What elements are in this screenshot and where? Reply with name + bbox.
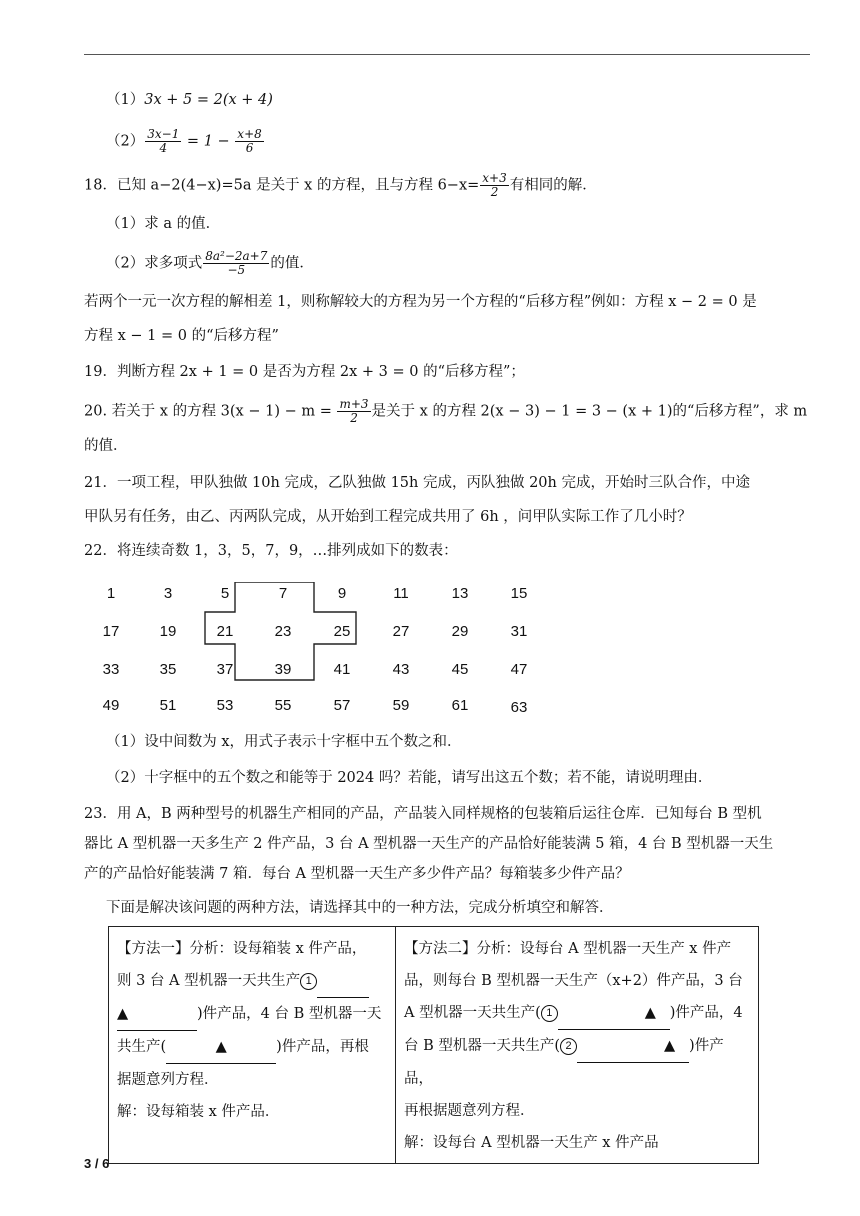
table-cell: 35: [159, 661, 177, 678]
q22-part1: （1）设中间数为 x，用式子表示十字框中五个数之和．: [106, 734, 462, 750]
table-cell: 17: [102, 623, 120, 640]
q18-part2-text: （2）求多项式: [106, 255, 203, 272]
method-one-text: 共生产(: [117, 1039, 167, 1055]
table-cell: 43: [392, 661, 410, 678]
fraction-numerator: 8a²−2a+7: [205, 249, 268, 263]
table-cell: 15: [510, 585, 528, 602]
triangle-icon: ▲: [117, 1006, 129, 1022]
method-one-text: 则 3 台 A 型机器一天共生产: [117, 973, 301, 989]
table-cell: 7: [278, 585, 288, 602]
table-cell: 23: [274, 623, 292, 640]
triangle-icon: ▲: [215, 1039, 227, 1055]
table-cell: 61: [451, 697, 469, 714]
q20-stem-line-2: 的值．: [84, 438, 128, 454]
table-cell: 1: [106, 585, 116, 602]
table-cell: 63: [510, 699, 528, 716]
method-two-line-5: 再根据题意列方程．: [404, 1103, 535, 1119]
q18-stem-text: 18．已知 a−2(4−x)=5a 是关于 x 的方程，且与方程 6−x=: [84, 177, 480, 194]
q22-part2: （2）十字框中的五个数之和能等于 2024 吗？若能，请写出这五个数；若不能，请说明理由．: [106, 770, 713, 786]
table-cell: 49: [102, 697, 120, 714]
table-cell: 57: [333, 697, 351, 714]
method-one-line-1: 【方法一】分析：设每箱装 x 件产品，: [117, 941, 367, 957]
fraction-denominator: 6: [245, 141, 254, 155]
table-cell: 3: [163, 585, 173, 602]
method-one-cell: [109, 927, 396, 1164]
table-cell: 59: [392, 697, 410, 714]
fraction-denominator: 4: [159, 141, 168, 155]
fraction-numerator: x+8: [237, 127, 262, 141]
table-cell: 33: [102, 661, 120, 678]
q20-fraction: [337, 398, 370, 425]
q20-stem: [84, 398, 807, 425]
table-cell: 45: [451, 661, 469, 678]
fraction-denominator: 2: [490, 185, 499, 199]
header-rule: [84, 54, 810, 55]
fill-blank-1[interactable]: [317, 965, 369, 998]
triangle-icon: ▲: [644, 1005, 656, 1021]
table-cell: 11: [393, 585, 409, 602]
circled-one-marker: 1: [541, 1005, 558, 1022]
method-one-line-5: 据题意列方程．: [117, 1072, 219, 1088]
table-cell: 39: [274, 661, 292, 678]
odd-number-table: [84, 582, 564, 722]
table-cell: 19: [159, 623, 177, 640]
q18-fraction: [480, 172, 508, 199]
method-one-text: )件产品，4 台 B 型机器一天: [197, 1006, 382, 1022]
q23-line-2: 器比 A 型机器一天多生产 2 件产品，3 台 A 型机器一天生产的产品恰好能装满 5 箱，4 台 B 型机器一天生: [84, 836, 774, 852]
q17-equals: = 1 −: [182, 133, 235, 150]
method-one-line-6: 解：设每箱装 x 件产品．: [117, 1104, 280, 1120]
q17-part1-label: （1）: [106, 92, 145, 108]
q22-intro: 22．将连续奇数 1，3，5，7，9，…排列成如下的数表：: [84, 543, 458, 559]
triangle-icon: ▲: [664, 1038, 676, 1054]
definition-line-1: 若两个一元一次方程的解相差 1，则称解较大的方程为另一个方程的“后移方程”例如：方程 x − 2 = 0 是: [84, 294, 757, 310]
fill-blank-2[interactable]: [166, 1031, 276, 1064]
q18-part1: （1）求 a 的值．: [106, 216, 221, 232]
method-two-line-3: [404, 997, 752, 1030]
fraction-denominator: 2: [350, 411, 358, 425]
q18-polynomial-fraction: [203, 250, 269, 277]
table-cell: 47: [510, 661, 528, 678]
q23-line-3: 产的产品恰好能装满 7 箱．每台 A 型机器一天生产多少件产品？每箱装多少件产品？: [84, 866, 630, 882]
table-cell: 27: [392, 623, 410, 640]
fraction-numerator: m+3: [339, 397, 369, 411]
definition-line-2: 方程 x − 1 = 0 的“后移方程”: [84, 328, 279, 344]
q17-part2: [106, 128, 265, 155]
table-cell: 13: [451, 585, 469, 602]
q17-part1: [106, 90, 273, 110]
fill-blank-1[interactable]: [558, 997, 670, 1030]
q17-fraction-left: [145, 128, 181, 155]
method-two-text: 台 B 型机器一天共生产(: [404, 1038, 561, 1054]
method-two-text: )件产品，4: [669, 1005, 743, 1021]
fraction-numerator: x+3: [482, 171, 507, 185]
circled-two-marker: 2: [560, 1038, 577, 1055]
fill-blank-1-continued[interactable]: [117, 998, 197, 1031]
method-two-line-6: 解：设每台 A 型机器一天生产 x 件产品: [404, 1135, 659, 1151]
page-number: 3 / 6: [84, 1156, 110, 1171]
q17-part1-equation: 3x + 5 = 2(x + 4): [144, 92, 273, 108]
method-one-line-2: [117, 965, 389, 998]
table-cell: 31: [510, 623, 528, 640]
method-two-cell: [396, 927, 759, 1164]
q17-fraction-right: [235, 128, 263, 155]
fraction-denominator: −5: [227, 263, 246, 277]
fill-blank-2[interactable]: [577, 1030, 689, 1063]
methods-table: [108, 926, 759, 1164]
method-two-line-2: 品，则每台 B 型机器一天生产（x+2）件产品，3 台: [404, 973, 743, 989]
method-two-line-4: [404, 1030, 752, 1095]
method-two-text: )件产品，: [404, 1038, 724, 1087]
method-one-line-3: [117, 998, 389, 1031]
table-cell: 5: [220, 585, 230, 602]
q23-line-1: 23．用 A，B 两种型号的机器生产相同的产品，产品装入同样规格的包装箱后运往仓库．已知每台 B 型机: [84, 806, 762, 822]
table-cell: 55: [274, 697, 292, 714]
q20-stem-text: 20. 若关于 x 的方程 3(x − 1) − m =: [84, 403, 337, 420]
q18-stem-end: 有相同的解．: [509, 177, 597, 194]
method-two-line-1: 【方法二】分析：设每台 A 型机器一天生产 x 件产: [404, 941, 732, 957]
q20-stem-end: 是关于 x 的方程 2(x − 3) − 1 = 3 − (x + 1)的“后移方程”，求 m: [371, 403, 808, 420]
q17-part2-label: （2）: [106, 133, 145, 150]
circled-one-marker: 1: [300, 973, 317, 990]
table-cell: 53: [216, 697, 234, 714]
q19-stem: 19．判断方程 2x + 1 = 0 是否为方程 2x + 3 = 0 的“后移方程”；: [84, 364, 525, 380]
q18-part2: [106, 250, 314, 277]
q21-line-1: 21．一项工程，甲队独做 10h 完成，乙队独做 15h 完成，丙队独做 20h 完成，开始时三队合作，中途: [84, 475, 750, 491]
q18-part2-end: 的值．: [270, 255, 314, 272]
method-one-text: )件产品，再根: [276, 1039, 369, 1055]
table-cell: 37: [216, 661, 234, 678]
method-one-line-4: [117, 1031, 389, 1064]
table-cell: 21: [216, 623, 234, 640]
q23-line-4: 下面是解决该问题的两种方法，请选择其中的一种方法，完成分析填空和解答．: [106, 900, 614, 916]
table-cell: 41: [333, 661, 351, 678]
fraction-numerator: 3x−1: [147, 127, 180, 141]
table-cell: 25: [333, 623, 351, 640]
table-cell: 51: [159, 697, 177, 714]
q18-stem: [84, 172, 597, 199]
method-two-text: A 型机器一天共生产(: [404, 1005, 541, 1021]
table-cell: 29: [451, 623, 469, 640]
q21-line-2: 甲队另有任务，由乙、丙两队完成，从开始到工程完成共用了 6h ，问甲队实际工作了几小时？: [84, 509, 692, 525]
table-cell: 9: [337, 585, 347, 602]
